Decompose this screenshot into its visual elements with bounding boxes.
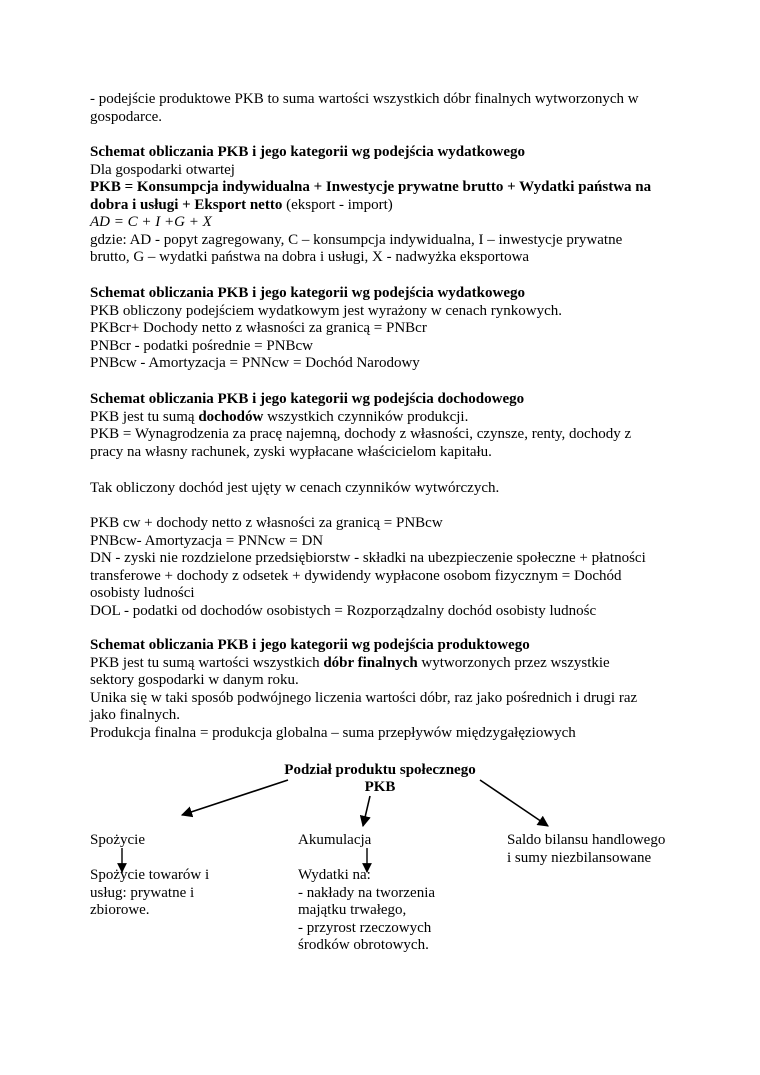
arrow-to-spozycie [182, 780, 288, 815]
pkb-formula-line [90, 197, 680, 215]
paragraph-line: gdzie: AD - popyt zagregowany, C – konsumpcja indywidualna, I – inwestycje prywatne [90, 231, 623, 248]
text-run: wszystkich czynników produkcji. [263, 408, 469, 425]
section-heading: Schemat obliczania PKB i jego kategorii wg podejścia wydatkowego [90, 144, 525, 160]
pkb-formula-line: PKB = Konsumpcja indywidualna + Inwestycje prywatne brutto + Wydatki państwa na [90, 179, 652, 195]
paragraph-line: pracy na własny rachunek, zyski wypłacane właścicielom kapitału. [90, 443, 492, 460]
paragraph-line: Produkcja finalna = produkcja globalna – suma przepływów międzygałęziowych [90, 724, 576, 741]
paragraph-line: Tak obliczony dochód jest ujęty w cenach czynników wytwórczych. [90, 480, 500, 496]
akumulacja-detail-line: majątku trwałego, [298, 902, 407, 918]
paragraph-line: PKBcr+ Dochody netto z własności za granicą = PNBcr [90, 320, 427, 336]
spozycie-label: Spożycie [90, 832, 145, 848]
section-income-approach [90, 391, 680, 461]
section-expenditure-market-prices [90, 285, 680, 373]
paragraph-line: transferowe + dochody z odsetek + dywidendy wypłacone osobom fizycznym = Dochód [90, 567, 622, 584]
akumulacja-label: Akumulacja [298, 832, 372, 848]
section-product-approach [90, 637, 680, 742]
paragraph-line: DOL - podatki od dochodów osobistych = Rozporządzalny dochód osobisty ludnośc [90, 602, 597, 619]
paragraph-line [90, 409, 680, 427]
column-akumulacja [298, 832, 435, 955]
section-heading: Schemat obliczania PKB i jego kategorii wg podejścia wydatkowego [90, 285, 525, 301]
column-saldo [507, 832, 665, 867]
intro-line: gospodarce. [90, 108, 163, 125]
paragraph-line: PKB cw + dochody netto z własności za granicą = PNBcw [90, 515, 443, 531]
akumulacja-detail-line: Wydatki na: [298, 867, 371, 883]
spozycie-detail-line: usług: prywatne i [90, 884, 195, 901]
income-derivation [90, 515, 680, 620]
paragraph-line: PNBcw- Amortyzacja = PNNcw = DN [90, 532, 324, 549]
paragraph-line: Dla gospodarki otwartej [90, 161, 235, 178]
income-cost-note [90, 480, 680, 498]
saldo-label-line: i sumy niezbilansowane [507, 849, 652, 866]
arrow-to-saldo [480, 780, 548, 826]
paragraph-line: osobisty ludności [90, 585, 195, 601]
paragraph-line: jako finalnych. [90, 707, 180, 723]
spozycie-detail-line: zbiorowe. [90, 902, 150, 918]
paragraph-line: PKB obliczony podejściem wydatkowym jest wyrażony w cenach rynkowych. [90, 302, 562, 319]
paragraph-line: PNBcr - podatki pośrednie = PNBcw [90, 337, 314, 354]
paragraph-line: PNBcw - Amortyzacja = PNNcw = Dochód Narodowy [90, 355, 420, 371]
text-run-bold: dochodów [198, 408, 264, 425]
text-run-bold: dóbr finalnych [323, 654, 418, 671]
text-run: PKB jest tu sumą [90, 408, 199, 425]
akumulacja-detail-line: środków obrotowych. [298, 937, 429, 953]
akumulacja-detail-line: - nakłady na tworzenia [298, 884, 436, 901]
pkb-formula-bold: dobra i usługi + Eksport netto [90, 196, 283, 213]
intro-paragraph [90, 91, 680, 126]
paragraph-line: DN - zyski nie rozdzielone przedsiębiorstw - składki na ubezpieczenie społeczne + płatności [90, 550, 646, 566]
paragraph-line: PKB = Wynagrodzenia za pracę najemną, dochody z własności, czynsze, renty, dochody z [90, 426, 632, 442]
paragraph-line [90, 655, 680, 673]
saldo-label-line: Saldo bilansu handlowego [507, 832, 666, 848]
pkb-formula-tail: (eksport - import) [282, 196, 393, 213]
paragraph-line: Unika się w taki sposób podwójnego liczenia wartości dóbr, raz jako pośrednich i drugi raz [90, 689, 638, 706]
text-run: wytworzonych przez wszystkie [417, 654, 610, 671]
akumulacja-detail-line: - przyrost rzeczowych [298, 919, 432, 936]
paragraph-line: sektory gospodarki w danym roku. [90, 672, 299, 688]
text-run: PKB jest tu sumą wartości wszystkich [90, 654, 324, 671]
column-spozycie [90, 832, 209, 920]
section-heading: Schemat obliczania PKB i jego kategorii wg podejścia dochodowego [90, 391, 525, 407]
section-expenditure-open-economy [90, 144, 680, 267]
diagram-title: Podział produktu społecznego [284, 762, 476, 778]
ad-formula: AD = C + I +G + X [90, 214, 212, 230]
spozycie-detail-line: Spożycie towarów i [90, 867, 210, 883]
intro-line: - podejście produktowe PKB to suma wartości wszystkich dóbr finalnych wytworzonych w [90, 91, 639, 107]
arrow-to-akumulacja [363, 796, 370, 826]
section-heading: Schemat obliczania PKB i jego kategorii wg podejścia produktowego [90, 637, 530, 653]
diagram-subtitle: PKB [364, 779, 396, 795]
paragraph-line: brutto, G – wydatki państwa na dobra i usługi, X - nadwyżka eksportowa [90, 249, 530, 265]
